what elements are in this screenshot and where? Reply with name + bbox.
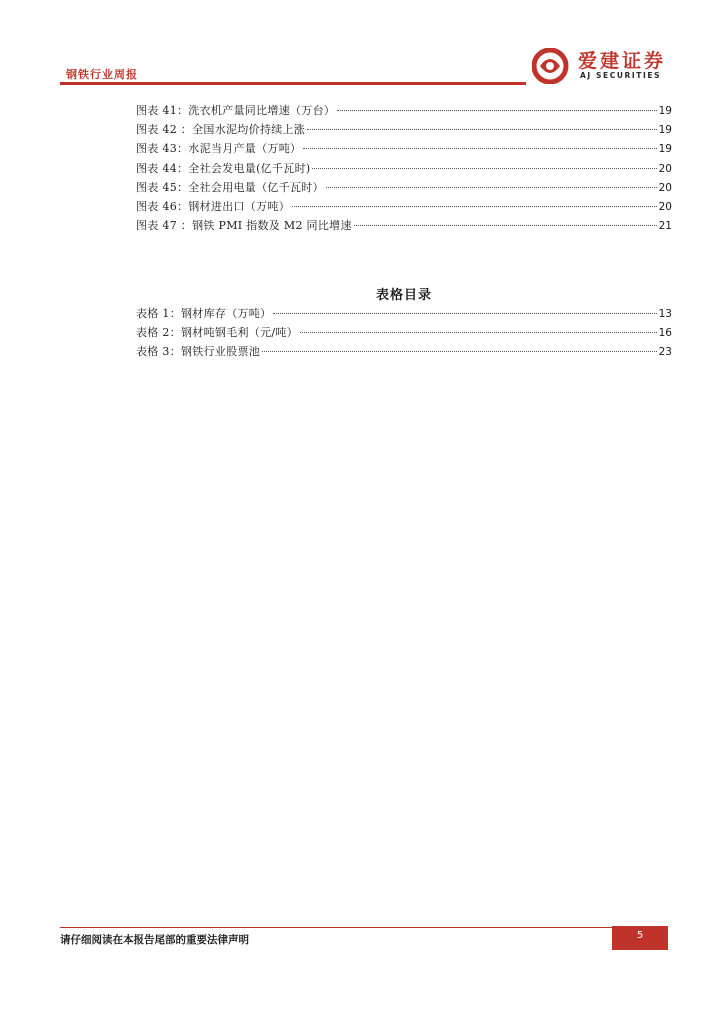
toc-entry-label: 图表 41：洗衣机产量同比增速（万台）	[136, 104, 336, 117]
toc-entry[interactable]	[136, 323, 672, 342]
toc-entry[interactable]	[136, 139, 672, 158]
toc-entry-page: 20	[658, 162, 672, 175]
toc-entry-label: 图表 44：全社会发电量(亿千瓦时)	[136, 161, 311, 175]
toc-leader-dots	[292, 206, 657, 207]
toc-leader-dots	[312, 168, 656, 169]
toc-entry-label: 图表 43：水泥当月产量（万吨）	[136, 142, 302, 156]
page-number: 5	[612, 926, 668, 950]
toc-entry-label: 图表 45：全社会用电量（亿千瓦时）	[136, 180, 324, 194]
table-toc-heading: 表格目录	[375, 288, 432, 303]
aj-logo-icon	[532, 48, 572, 84]
logo-chinese-name: 爱建证券	[578, 50, 667, 72]
toc-entry-page: 23	[658, 346, 672, 359]
toc-entry-page: 20	[658, 181, 672, 194]
toc-leader-dots	[337, 110, 656, 111]
toc-leader-dots	[262, 351, 657, 352]
header-divider	[60, 82, 526, 85]
toc-entry-page: 16	[658, 327, 672, 340]
toc-entry-label: 表格 3：钢铁行业股票池	[136, 345, 261, 359]
toc-leader-dots	[273, 313, 656, 314]
logo-english-name: AJ SECURITIES	[580, 71, 662, 80]
toc-entry-label: 图表 47 ：钢铁 PMI 指数及 M2 同比增速	[136, 219, 352, 233]
toc-entry-page: 19	[658, 143, 672, 156]
toc-entry-page: 20	[658, 200, 672, 213]
toc-entry[interactable]	[136, 120, 672, 139]
toc-entry-page: 21	[658, 220, 672, 233]
report-title: 钢铁行业周报	[66, 68, 138, 81]
table-toc-list	[136, 304, 672, 362]
toc-entry-page: 13	[658, 308, 672, 320]
company-logo	[532, 46, 672, 86]
toc-entry-page: 19	[658, 124, 672, 137]
figure-toc-list	[136, 101, 672, 235]
toc-entry-label: 图表 46：钢材进出口（万吨）	[136, 199, 290, 213]
toc-entry-label: 图表 42 ：全国水泥均价持续上涨	[136, 123, 306, 137]
toc-leader-dots	[303, 148, 656, 149]
toc-entry-page: 19	[658, 105, 672, 117]
toc-entry-label: 表格 2：钢材吨钢毛利（元/吨）	[136, 326, 298, 340]
toc-leader-dots	[307, 129, 657, 130]
toc-entry-label: 表格 1：钢材库存（万吨）	[136, 307, 272, 320]
toc-entry[interactable]	[136, 342, 672, 361]
toc-leader-dots	[300, 332, 657, 333]
toc-entry[interactable]	[136, 178, 672, 197]
toc-entry[interactable]	[136, 197, 672, 216]
toc-entry[interactable]	[136, 216, 672, 235]
footer-disclaimer: 请仔细阅读在本报告尾部的重要法律声明	[60, 934, 249, 946]
footer-divider	[60, 927, 612, 928]
toc-entry[interactable]	[136, 304, 672, 323]
toc-leader-dots	[354, 225, 657, 226]
toc-entry[interactable]	[136, 159, 672, 178]
toc-entry[interactable]	[136, 101, 672, 120]
toc-leader-dots	[326, 187, 657, 188]
